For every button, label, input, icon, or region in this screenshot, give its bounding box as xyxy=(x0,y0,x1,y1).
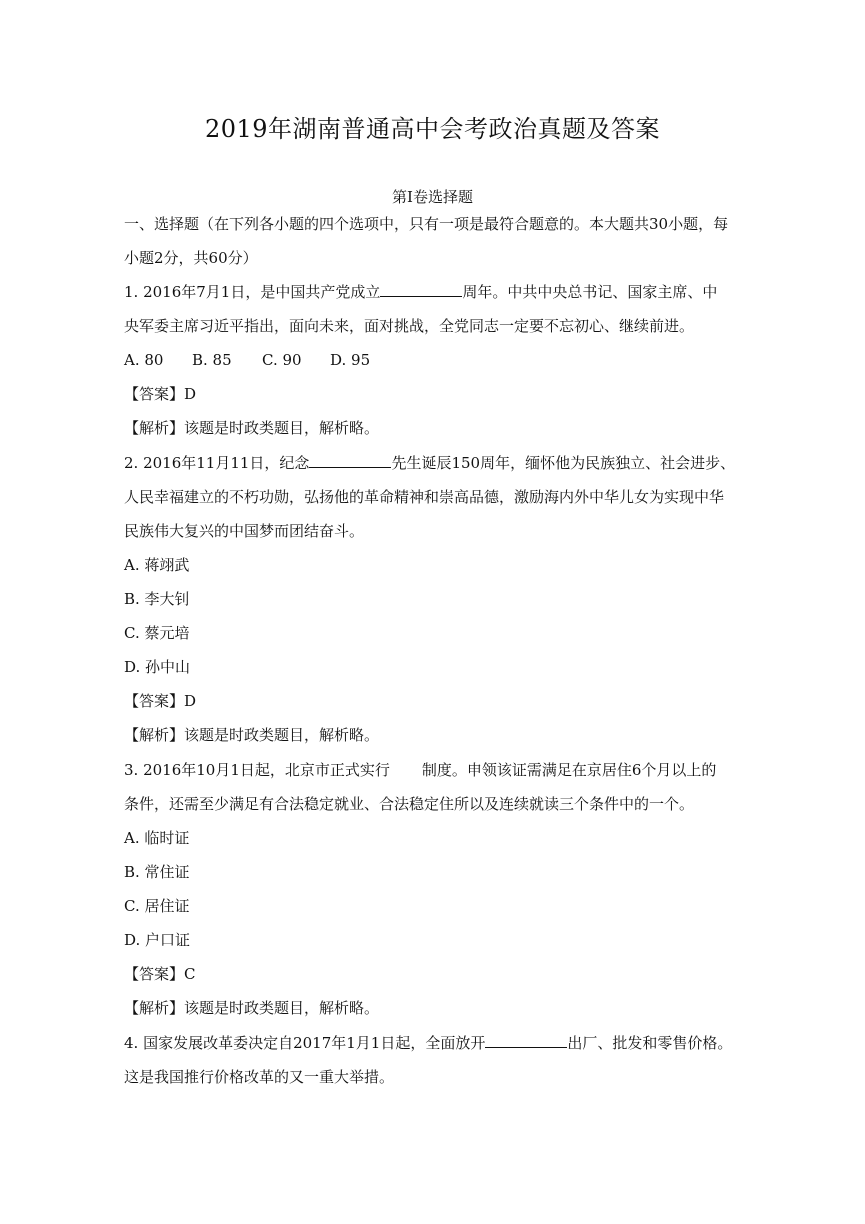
q2-analysis: 【解析】该题是时政类题目，解析略。 xyxy=(124,726,380,744)
q4-text-before: 4. 国家发展改革委决定自2017年1月1日起，全面放开 xyxy=(124,1034,486,1052)
q1-blank xyxy=(380,281,462,297)
q3-answer: 【答案】C xyxy=(124,965,196,983)
q2-line-2: 人民幸福建立的不朽功勋，弘扬他的革命精神和崇高品德，激励海内外中华儿女为实现中华 xyxy=(124,488,725,506)
q4-line-2: 这是我国推行价格改革的又一重大举措。 xyxy=(124,1068,395,1086)
q4-blank xyxy=(485,1032,567,1048)
q3-line-1 xyxy=(124,759,754,781)
section-title: 第Ⅰ卷选择题 xyxy=(392,188,473,206)
q1-option-c: C. 90 xyxy=(262,351,302,369)
q2-option-a: A. 蒋翊武 xyxy=(124,556,190,574)
q4-line-1 xyxy=(124,1032,754,1054)
q2-option-c: C. 蔡元培 xyxy=(124,624,190,642)
q4-text-after: 出厂、批发和零售价格。 xyxy=(567,1034,733,1052)
q1-option-b: B. 85 xyxy=(192,351,232,369)
q3-option-b: B. 常住证 xyxy=(124,863,190,881)
q2-line-3: 民族伟大复兴的中国梦而团结奋斗。 xyxy=(124,522,365,540)
q1-option-d: D. 95 xyxy=(330,351,371,369)
q1-line-2: 央军委主席习近平指出，面向未来，面对挑战，全党同志一定要不忘初心、继续前进。 xyxy=(124,317,695,335)
instructions-line-1: 一、选择题（在下列各小题的四个选项中，只有一项是最符合题意的。本大题共30小题，每 xyxy=(124,215,729,233)
q2-option-b: B. 李大钊 xyxy=(124,590,190,608)
q1-analysis: 【解析】该题是时政类题目，解析略。 xyxy=(124,419,380,437)
q1-options xyxy=(124,349,754,371)
q2-option-d: D. 孙中山 xyxy=(124,658,191,676)
q2-line-1 xyxy=(124,452,754,474)
q3-option-a: A. 临时证 xyxy=(124,829,190,847)
instructions-line-2: 小题2分，共60分） xyxy=(124,249,258,267)
q1-option-a: A. 80 xyxy=(124,351,164,369)
q3-text-before: 3. 2016年10月1日起，北京市正式实行 xyxy=(124,761,390,779)
q1-line-1 xyxy=(124,281,754,303)
q2-text-before: 2. 2016年11月11日，纪念 xyxy=(124,454,310,472)
q3-text-after: 制度。申领该证需满足在京居住6个月以上的 xyxy=(421,761,717,779)
q1-text-after: 周年。中共中央总书记、国家主席、中 xyxy=(462,283,718,301)
q2-text-after: 先生诞辰150周年，缅怀他为民族独立、社会进步、 xyxy=(391,454,736,472)
q3-option-c: C. 居住证 xyxy=(124,897,190,915)
q2-blank xyxy=(309,452,391,468)
q3-option-d: D. 户口证 xyxy=(124,931,191,949)
q3-line-2: 条件，还需至少满足有合法稳定就业、合法稳定住所以及连续就读三个条件中的一个。 xyxy=(124,795,695,813)
q2-answer: 【答案】D xyxy=(124,692,197,710)
q1-text-before: 1. 2016年7月1日，是中国共产党成立 xyxy=(124,283,381,301)
q1-answer: 【答案】D xyxy=(124,385,197,403)
document-title: 2019年湖南普通高中会考政治真题及答案 xyxy=(204,115,661,143)
q3-analysis: 【解析】该题是时政类题目，解析略。 xyxy=(124,999,380,1017)
